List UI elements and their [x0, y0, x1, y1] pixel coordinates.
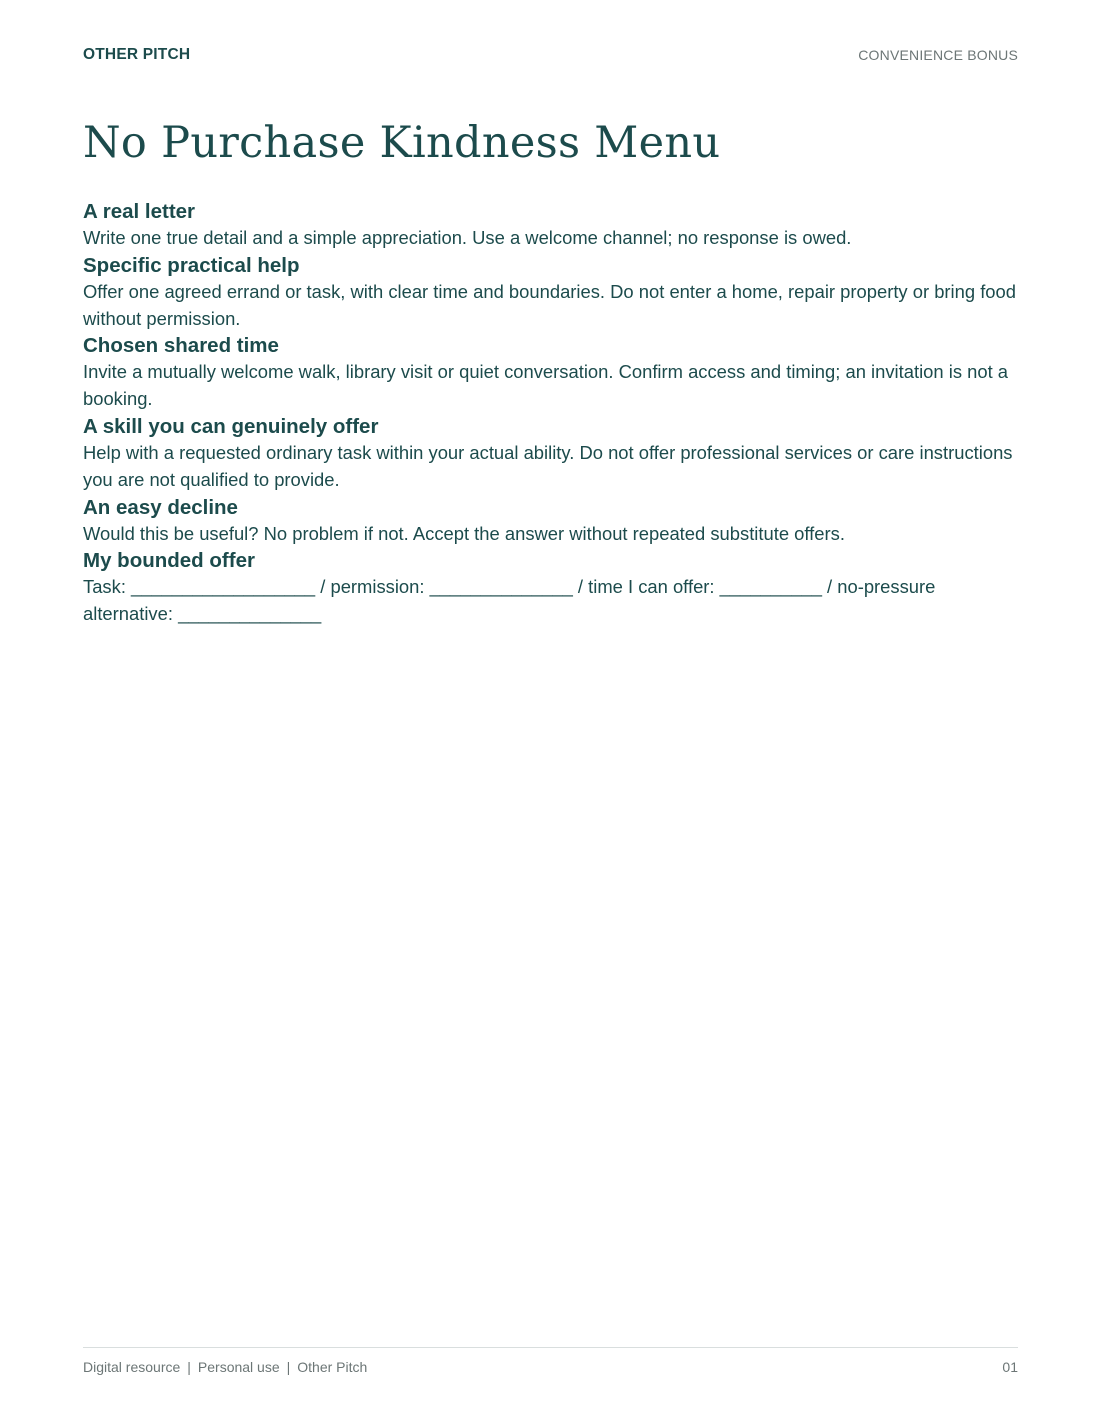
- section-bounded-offer: [83, 547, 1018, 628]
- footer-item: Other Pitch: [297, 1359, 368, 1375]
- section-body: Would this be useful? No problem if not. Accept the answer without repeated substitute offers.: [83, 522, 845, 544]
- kindness-menu-list: [83, 198, 1018, 628]
- section-skill-offer: [83, 413, 1018, 494]
- section-practical-help: [83, 252, 1018, 333]
- footer-item: Digital resource: [83, 1359, 181, 1375]
- section-body: Help with a requested ordinary task within your actual ability. Do not offer professional services or care instructions you are not qualified to provide.: [83, 441, 1013, 490]
- section-heading: A skill you can genuinely offer: [83, 414, 379, 438]
- section-heading: Specific practical help: [83, 253, 300, 277]
- section-easy-decline: [83, 494, 1018, 548]
- footer-separator: |: [286, 1359, 291, 1375]
- section-body: Invite a mutually welcome walk, library visit or quiet conversation. Confirm access and timing; an invitation is not a booking.: [83, 361, 1009, 410]
- section-real-letter: [83, 198, 1018, 252]
- document-page: [83, 0, 1018, 1424]
- footer-item: Personal use: [197, 1359, 280, 1375]
- page-title: No Purchase Kindness Menu: [83, 118, 721, 168]
- section-body: Offer one agreed errand or task, with clear time and boundaries. Do not enter a home, repair property or bring food without permission.: [83, 280, 1016, 329]
- page-number: 01: [1002, 1359, 1018, 1375]
- page-footer: [83, 1359, 1018, 1379]
- document-tag: CONVENIENCE BONUS: [858, 47, 1018, 63]
- footer-credits: [83, 1359, 367, 1375]
- section-heading: Chosen shared time: [83, 334, 279, 358]
- footer-separator: |: [187, 1359, 191, 1375]
- footer-divider: [83, 1347, 1018, 1348]
- section-heading: An easy decline: [83, 495, 238, 519]
- brand-name: OTHER PITCH: [83, 46, 191, 63]
- fill-in-template: Task: __________________ / permission: ______________ / time I can offer: __________ / no-pressure alternative: ______________: [83, 576, 936, 625]
- page-header: [83, 46, 1018, 66]
- section-shared-time: [83, 332, 1018, 413]
- section-body: Write one true detail and a simple appreciation. Use a welcome channel; no response is owed.: [83, 227, 852, 248]
- section-heading: A real letter: [83, 200, 196, 223]
- section-heading: My bounded offer: [83, 549, 255, 573]
